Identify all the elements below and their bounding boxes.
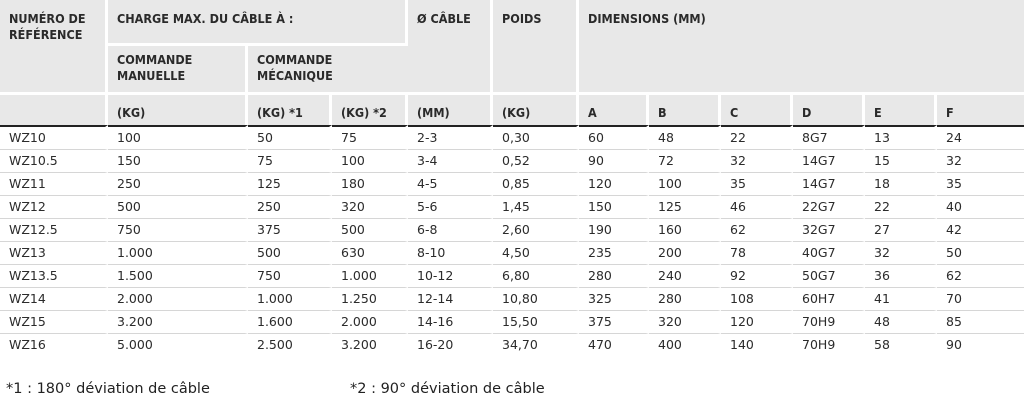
reference-cell: WZ13.5	[0, 264, 108, 287]
table-row	[0, 172, 1024, 195]
value-cell: 750	[108, 218, 248, 241]
value-cell: 13	[865, 125, 937, 149]
value-cell: 100	[332, 149, 408, 172]
value-cell: 14G7	[793, 172, 865, 195]
value-cell: 27	[865, 218, 937, 241]
value-cell: 22G7	[793, 195, 865, 218]
value-cell: 18	[865, 172, 937, 195]
value-cell: 40G7	[793, 241, 865, 264]
value-cell: 0,85	[493, 172, 579, 195]
value-cell: 470	[579, 333, 649, 356]
value-cell: 5.000	[108, 333, 248, 356]
value-cell: 3-4	[408, 149, 493, 172]
unit-cell-blank	[0, 92, 108, 125]
unit-cell: A	[579, 92, 649, 125]
value-cell: 6-8	[408, 218, 493, 241]
value-cell: 12-14	[408, 287, 493, 310]
value-cell: 4,50	[493, 241, 579, 264]
value-cell: 24	[937, 125, 1024, 149]
value-cell: 500	[248, 241, 332, 264]
value-cell: 2.000	[332, 310, 408, 333]
reference-cell: WZ16	[0, 333, 108, 356]
value-cell: 1,45	[493, 195, 579, 218]
value-cell: 35	[937, 172, 1024, 195]
value-cell: 1.000	[332, 264, 408, 287]
value-cell: 750	[248, 264, 332, 287]
value-cell: 8-10	[408, 241, 493, 264]
value-cell: 14G7	[793, 149, 865, 172]
value-cell: 108	[721, 287, 793, 310]
header-charge-max: CHARGE MAX. DU CÂBLE À :	[108, 0, 408, 43]
unit-cell: F	[937, 92, 1024, 125]
table-row	[0, 149, 1024, 172]
unit-cell: E	[865, 92, 937, 125]
value-cell: 5-6	[408, 195, 493, 218]
value-cell: 0,52	[493, 149, 579, 172]
table-row	[0, 125, 1024, 149]
unit-cell: (MM)	[408, 92, 493, 125]
value-cell: 200	[649, 241, 721, 264]
value-cell: 46	[721, 195, 793, 218]
value-cell: 2,60	[493, 218, 579, 241]
table-row	[0, 287, 1024, 310]
value-cell: 10,80	[493, 287, 579, 310]
value-cell: 280	[649, 287, 721, 310]
unit-cell: (KG)	[493, 92, 579, 125]
table-row	[0, 241, 1024, 264]
value-cell: 140	[721, 333, 793, 356]
value-cell: 16-20	[408, 333, 493, 356]
value-cell: 100	[108, 125, 248, 149]
value-cell: 75	[248, 149, 332, 172]
value-cell: 70H9	[793, 333, 865, 356]
value-cell: 90	[579, 149, 649, 172]
value-cell: 62	[937, 264, 1024, 287]
value-cell: 92	[721, 264, 793, 287]
value-cell: 180	[332, 172, 408, 195]
value-cell: 375	[248, 218, 332, 241]
reference-cell: WZ12.5	[0, 218, 108, 241]
value-cell: 320	[649, 310, 721, 333]
unit-cell: (KG) *1	[248, 92, 332, 125]
value-cell: 160	[649, 218, 721, 241]
reference-cell: WZ15	[0, 310, 108, 333]
units-row	[0, 92, 1024, 125]
reference-cell: WZ14	[0, 287, 108, 310]
value-cell: 78	[721, 241, 793, 264]
value-cell: 35	[721, 172, 793, 195]
value-cell: 120	[721, 310, 793, 333]
value-cell: 50G7	[793, 264, 865, 287]
value-cell: 150	[108, 149, 248, 172]
value-cell: 32	[865, 241, 937, 264]
value-cell: 630	[332, 241, 408, 264]
value-cell: 1.000	[108, 241, 248, 264]
unit-cell: B	[649, 92, 721, 125]
value-cell: 22	[721, 125, 793, 149]
value-cell: 3.200	[108, 310, 248, 333]
value-cell: 22	[865, 195, 937, 218]
value-cell: 10-12	[408, 264, 493, 287]
value-cell: 34,70	[493, 333, 579, 356]
value-cell: 4-5	[408, 172, 493, 195]
value-cell: 48	[649, 125, 721, 149]
value-cell: 500	[332, 218, 408, 241]
value-cell: 0,30	[493, 125, 579, 149]
value-cell: 190	[579, 218, 649, 241]
footnote-1: *1 : 180° déviation de câble	[6, 381, 210, 397]
value-cell: 1.250	[332, 287, 408, 310]
unit-cell: (KG) *2	[332, 92, 408, 125]
value-cell: 70H9	[793, 310, 865, 333]
value-cell: 62	[721, 218, 793, 241]
value-cell: 1.000	[248, 287, 332, 310]
value-cell: 32	[721, 149, 793, 172]
value-cell: 50	[937, 241, 1024, 264]
value-cell: 2.500	[248, 333, 332, 356]
table-row	[0, 218, 1024, 241]
value-cell: 60	[579, 125, 649, 149]
value-cell: 500	[108, 195, 248, 218]
value-cell: 60H7	[793, 287, 865, 310]
value-cell: 235	[579, 241, 649, 264]
unit-cell: (KG)	[108, 92, 248, 125]
footnote-2: *2 : 90° déviation de câble	[350, 381, 545, 397]
value-cell: 48	[865, 310, 937, 333]
value-cell: 1.500	[108, 264, 248, 287]
value-cell: 36	[865, 264, 937, 287]
header-reference: NUMÉRO DE RÉFÉRENCE	[0, 0, 108, 92]
unit-cell: C	[721, 92, 793, 125]
value-cell: 250	[248, 195, 332, 218]
value-cell: 325	[579, 287, 649, 310]
value-cell: 70	[937, 287, 1024, 310]
value-cell: 72	[649, 149, 721, 172]
reference-cell: WZ11	[0, 172, 108, 195]
value-cell: 32G7	[793, 218, 865, 241]
header-dimensions: DIMENSIONS (MM)	[579, 0, 1024, 92]
reference-cell: WZ10.5	[0, 149, 108, 172]
value-cell: 2.000	[108, 287, 248, 310]
table-body	[0, 125, 1024, 356]
value-cell: 150	[579, 195, 649, 218]
value-cell: 2-3	[408, 125, 493, 149]
reference-cell: WZ13	[0, 241, 108, 264]
value-cell: 250	[108, 172, 248, 195]
value-cell: 75	[332, 125, 408, 149]
value-cell: 3.200	[332, 333, 408, 356]
value-cell: 40	[937, 195, 1024, 218]
header-cable-diameter: Ø CÂBLE	[408, 0, 493, 92]
value-cell: 125	[248, 172, 332, 195]
header-manual-control: COMMANDE MANUELLE	[108, 43, 248, 92]
value-cell: 15,50	[493, 310, 579, 333]
value-cell: 400	[649, 333, 721, 356]
value-cell: 125	[649, 195, 721, 218]
value-cell: 41	[865, 287, 937, 310]
reference-cell: WZ12	[0, 195, 108, 218]
value-cell: 85	[937, 310, 1024, 333]
table-row	[0, 195, 1024, 218]
value-cell: 15	[865, 149, 937, 172]
unit-cell: D	[793, 92, 865, 125]
value-cell: 240	[649, 264, 721, 287]
value-cell: 58	[865, 333, 937, 356]
value-cell: 14-16	[408, 310, 493, 333]
value-cell: 320	[332, 195, 408, 218]
value-cell: 90	[937, 333, 1024, 356]
value-cell: 120	[579, 172, 649, 195]
value-cell: 1.600	[248, 310, 332, 333]
value-cell: 6,80	[493, 264, 579, 287]
value-cell: 32	[937, 149, 1024, 172]
header-mechanical-control: COMMANDE MÉCANIQUE	[248, 43, 408, 92]
table-row	[0, 264, 1024, 287]
reference-cell: WZ10	[0, 125, 108, 149]
value-cell: 375	[579, 310, 649, 333]
value-cell: 100	[649, 172, 721, 195]
value-cell: 280	[579, 264, 649, 287]
value-cell: 50	[248, 125, 332, 149]
value-cell: 42	[937, 218, 1024, 241]
header-weight: POIDS	[493, 0, 579, 92]
value-cell: 8G7	[793, 125, 865, 149]
table-row	[0, 333, 1024, 356]
table-row	[0, 310, 1024, 333]
